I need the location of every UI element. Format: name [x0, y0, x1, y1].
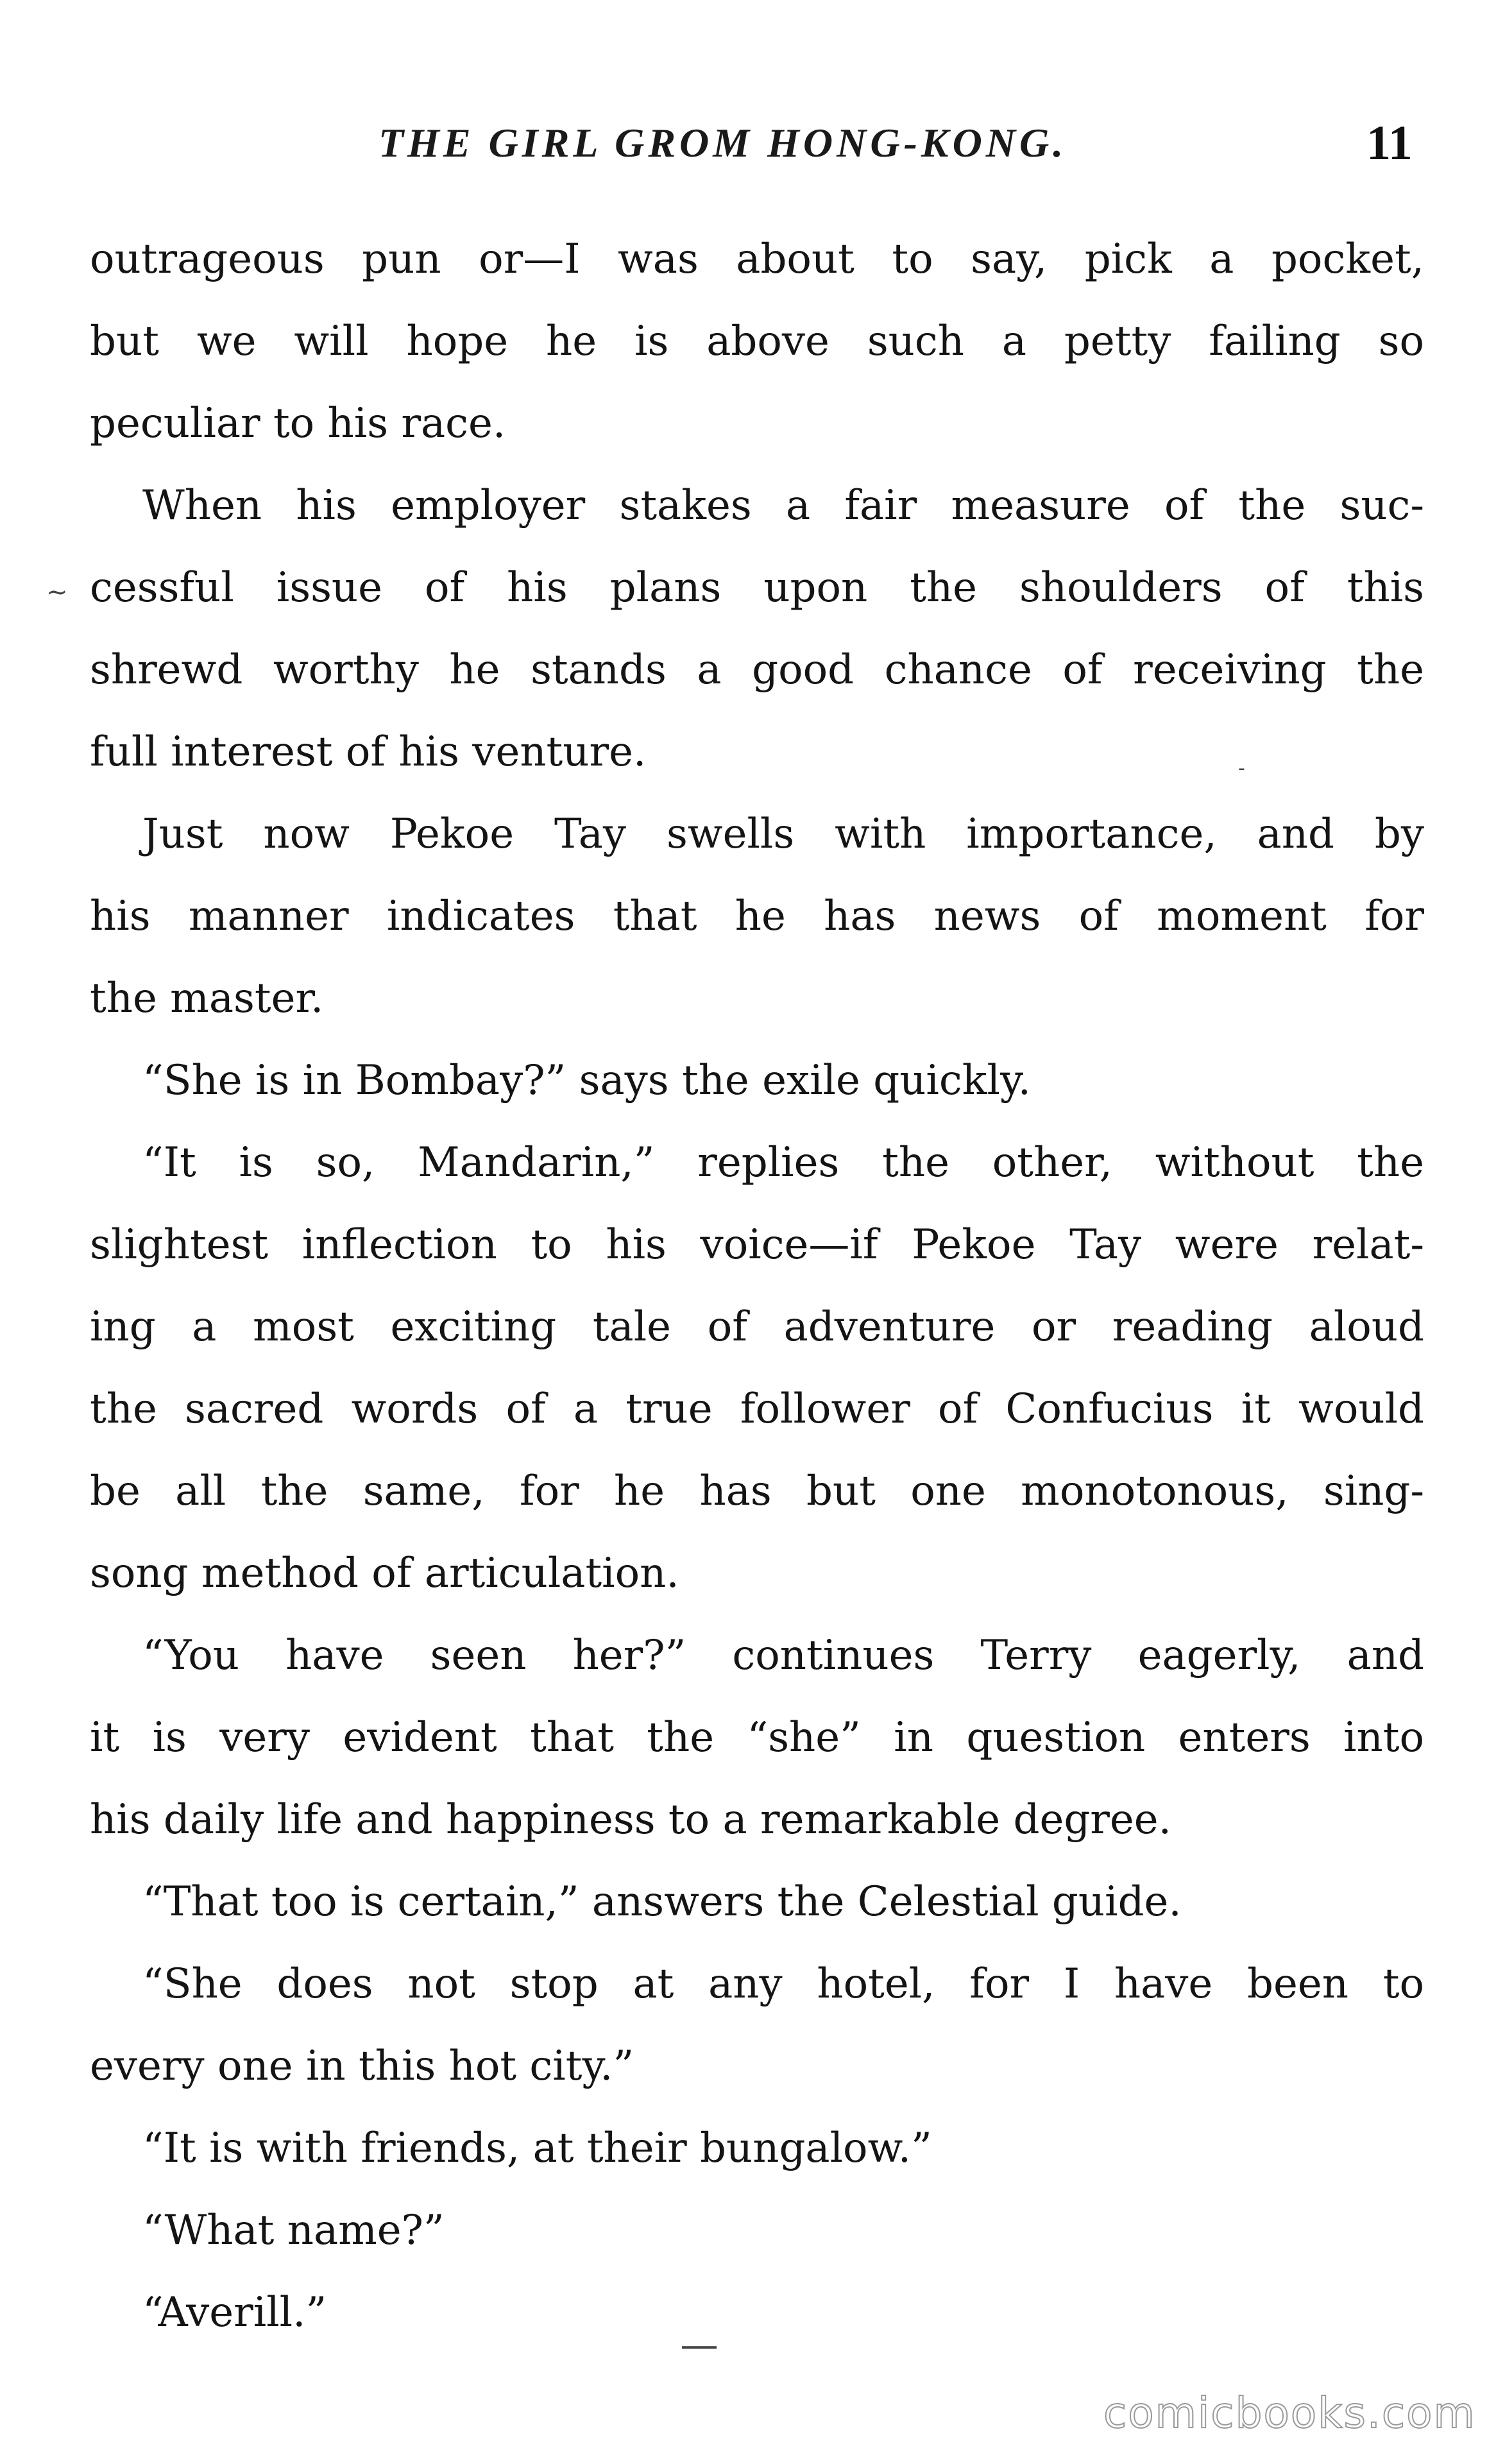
text-line: “What name?”	[142, 2207, 445, 2254]
text-line: shrewd worthy he stands a good chance of receiving the	[90, 646, 1424, 694]
text-line: “It is so, Mandarin,” replies the other, without the	[142, 1139, 1424, 1186]
watermark: comicbooks.com	[1103, 2388, 1476, 2438]
text-line: “She does not stop at any hotel, for I have been to	[142, 1960, 1424, 2008]
text-line: but we will hope he is above such a petty failing so	[90, 318, 1424, 365]
text-line: slightest inflection to his voice—if Pekoe Tay were relat-	[90, 1221, 1424, 1269]
text-line: “You have seen her?” continues Terry eagerly, and	[142, 1632, 1424, 1679]
text-line: Just now Pekoe Tay swells with importance, and by	[142, 810, 1424, 858]
text-line: be all the same, for he has but one monotonous, sing-	[90, 1467, 1424, 1515]
text-line: the sacred words of a true follower of Confucius it would	[90, 1385, 1424, 1433]
text-line: it is very evident that the “she” in question enters into	[90, 1714, 1424, 1761]
scan-speck: —	[680, 2323, 718, 2368]
text-line: outrageous pun or—I was about to say, pick a pocket,	[90, 235, 1424, 283]
page-number: 11	[1366, 116, 1413, 170]
text-line: the master.	[90, 975, 324, 1022]
text-line: ing a most exciting tale of adventure or reading aloud	[90, 1303, 1424, 1351]
text-line: “It is with friends, at their bungalow.”	[142, 2125, 932, 2172]
body-text	[90, 218, 1424, 2354]
text-line: “Averill.”	[142, 2289, 327, 2336]
scan-speck: -	[1238, 757, 1245, 780]
text-line: song method of articulation.	[90, 1550, 679, 1597]
text-line: “She is in Bombay?” says the exile quickly.	[142, 1057, 1031, 1104]
text-line: every one in this hot city.”	[90, 2042, 634, 2090]
text-line: his manner indicates that he has news of moment for	[90, 893, 1424, 940]
text-line: cessful issue of his plans upon the shoulders of this	[90, 564, 1424, 612]
scan-speck: ~	[46, 578, 68, 607]
text-line: When his employer stakes a fair measure of the suc-	[142, 482, 1424, 529]
text-line: “That too is certain,” answers the Celestial guide.	[142, 1878, 1182, 1926]
text-line: peculiar to his race.	[90, 400, 506, 447]
running-title: THE GIRL GROM HONG-KONG.	[378, 120, 1067, 166]
text-line: his daily life and happiness to a remarkable degree.	[90, 1796, 1171, 1844]
text-line: full interest of his venture.	[90, 728, 647, 776]
